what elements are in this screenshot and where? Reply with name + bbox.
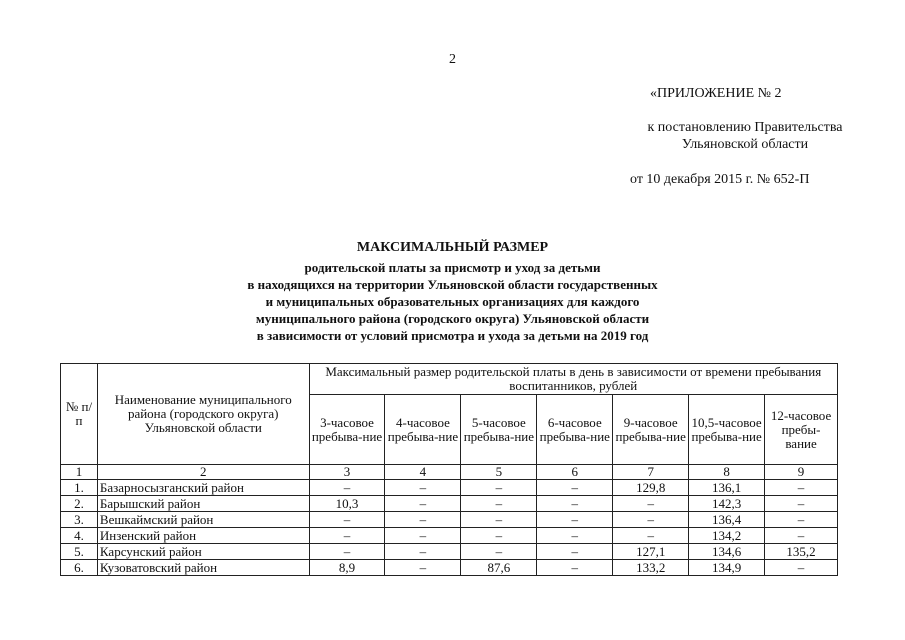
table-row <box>61 528 838 544</box>
row-district: Инзенский район <box>97 528 309 544</box>
header-5h: 5-часовое пребыва-ние <box>461 395 537 465</box>
cell-4h: – <box>385 560 461 576</box>
document-title: МАКСИМАЛЬНЫЙ РАЗМЕР <box>356 240 549 255</box>
row-num: 4. <box>61 528 98 544</box>
fee-table <box>60 363 838 576</box>
cell-6h: – <box>537 528 613 544</box>
header-6h: 6-часовое пребыва-ние <box>537 395 613 465</box>
row-district: Карсунский район <box>97 544 309 560</box>
row-district: Вешкаймский район <box>97 512 309 528</box>
cell-6h: – <box>537 512 613 528</box>
row-num: 5. <box>61 544 98 560</box>
column-numbers-row <box>61 465 838 480</box>
cell-6h: – <box>537 560 613 576</box>
column-number: 9 <box>765 465 838 480</box>
table-row <box>61 544 838 560</box>
cell-10-5h: 134,2 <box>689 528 765 544</box>
cell-9h: 129,8 <box>613 480 689 496</box>
cell-12h: – <box>765 496 838 512</box>
cell-3h: – <box>309 544 385 560</box>
cell-6h: – <box>537 480 613 496</box>
cell-4h: – <box>385 480 461 496</box>
cell-10-5h: 142,3 <box>689 496 765 512</box>
header-9h: 9-часовое пребыва-ние <box>613 395 689 465</box>
cell-5h: 87,6 <box>461 560 537 576</box>
header-name: Наименование муниципального района (городского округа) Ульяновской области <box>97 364 309 465</box>
subtitle-line-5: в зависимости от условий присмотра и ухода за детьми на 2019 год <box>256 328 649 343</box>
cell-9h: 133,2 <box>613 560 689 576</box>
row-num: 3. <box>61 512 98 528</box>
resolution-reference <box>620 119 870 153</box>
table-row <box>61 512 838 528</box>
subtitle-line-2: в находящихся на территории Ульяновской области государственных <box>247 277 658 292</box>
cell-10-5h: 136,4 <box>689 512 765 528</box>
cell-12h: 135,2 <box>765 544 838 560</box>
cell-3h: 8,9 <box>309 560 385 576</box>
cell-4h: – <box>385 512 461 528</box>
cell-12h: – <box>765 480 838 496</box>
cell-5h: – <box>461 528 537 544</box>
cell-10-5h: 134,6 <box>689 544 765 560</box>
cell-5h: – <box>461 512 537 528</box>
column-number: 1 <box>61 465 98 480</box>
cell-3h: – <box>309 512 385 528</box>
resolution-line-2: Ульяновской области <box>681 137 809 152</box>
row-num: 2. <box>61 496 98 512</box>
row-num: 1. <box>61 480 98 496</box>
row-district: Барышский район <box>97 496 309 512</box>
cell-5h: – <box>461 480 537 496</box>
cell-3h: 10,3 <box>309 496 385 512</box>
row-district: Кузоватовский район <box>97 560 309 576</box>
cell-12h: – <box>765 560 838 576</box>
header-num: № п/п <box>61 364 98 465</box>
table-row <box>61 496 838 512</box>
column-number: 4 <box>385 465 461 480</box>
table-row <box>61 560 838 576</box>
cell-4h: – <box>385 544 461 560</box>
cell-9h: – <box>613 512 689 528</box>
cell-3h: – <box>309 528 385 544</box>
cell-9h: 127,1 <box>613 544 689 560</box>
cell-5h: – <box>461 496 537 512</box>
cell-3h: – <box>309 480 385 496</box>
subtitle-line-4: муниципального района (городского округа) Ульяновской области <box>255 311 650 326</box>
cell-9h: – <box>613 528 689 544</box>
resolution-line-1: к постановлению Правительства <box>647 120 843 135</box>
cell-10-5h: 136,1 <box>689 480 765 496</box>
cell-12h: – <box>765 528 838 544</box>
appendix-label: «ПРИЛОЖЕНИЕ № 2 <box>650 86 782 101</box>
resolution-date: от 10 декабря 2015 г. № 652-П <box>630 172 810 187</box>
table-row <box>61 480 838 496</box>
column-number: 5 <box>461 465 537 480</box>
cell-6h: – <box>537 544 613 560</box>
header-group: Максимальный размер родительской платы в день в зависимости от времени пребывания воспитанников, рублей <box>309 364 837 395</box>
document-subtitle <box>0 259 905 344</box>
cell-10-5h: 134,9 <box>689 560 765 576</box>
column-number: 6 <box>537 465 613 480</box>
column-number: 3 <box>309 465 385 480</box>
column-number: 8 <box>689 465 765 480</box>
header-3h: 3-часовое пребыва-ние <box>309 395 385 465</box>
header-4h: 4-часовое пребыва-ние <box>385 395 461 465</box>
header-12h: 12-часовое пребы-вание <box>765 395 838 465</box>
cell-4h: – <box>385 528 461 544</box>
header-10-5h: 10,5-часовое пребыва-ние <box>689 395 765 465</box>
cell-6h: – <box>537 496 613 512</box>
subtitle-line-3: и муниципальных образовательных организациях для каждого <box>265 294 640 309</box>
column-number: 7 <box>613 465 689 480</box>
cell-4h: – <box>385 496 461 512</box>
subtitle-line-1: родительской платы за присмотр и уход за детьми <box>304 260 601 275</box>
cell-12h: – <box>765 512 838 528</box>
row-num: 6. <box>61 560 98 576</box>
column-number: 2 <box>97 465 309 480</box>
page-number: 2 <box>449 52 456 67</box>
row-district: Базарносызганский район <box>97 480 309 496</box>
cell-9h: – <box>613 496 689 512</box>
cell-5h: – <box>461 544 537 560</box>
